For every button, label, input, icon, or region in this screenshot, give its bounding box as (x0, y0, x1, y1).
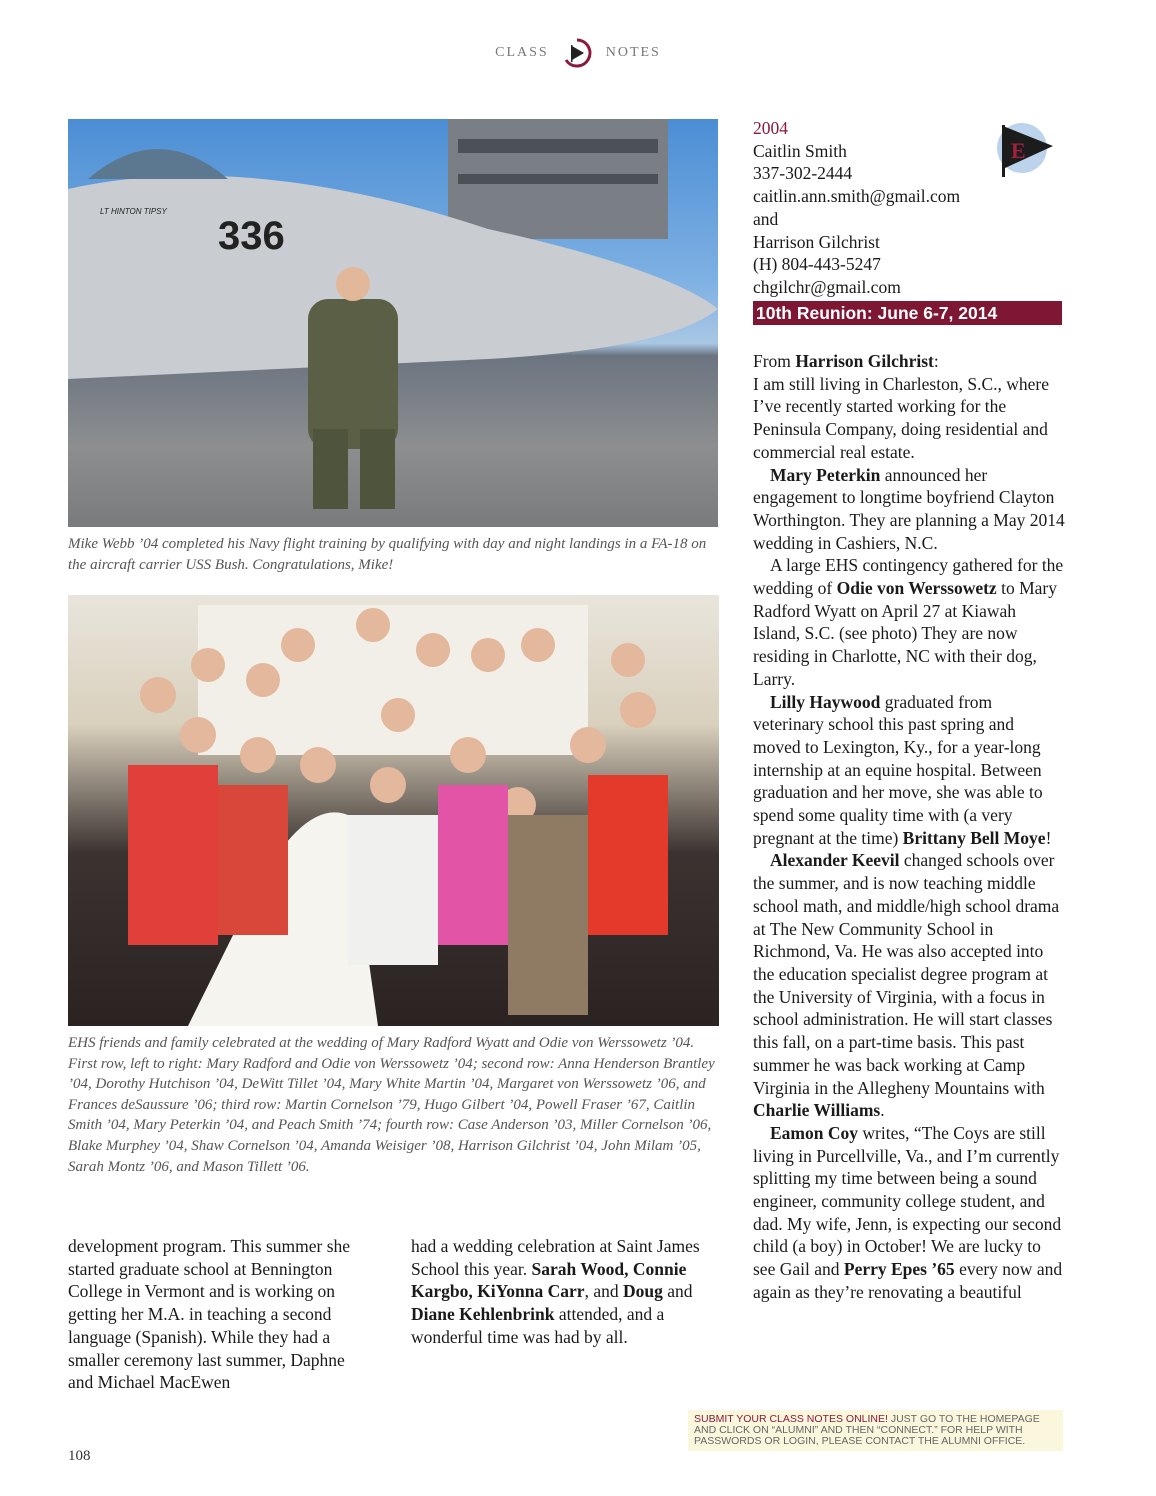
article-column-right (753, 350, 1065, 1304)
text-run: : (933, 351, 939, 371)
name-highlight: Odie von Werssowetz (836, 578, 997, 599)
text-run: writes, “The Coys are still living in Purcellville, Va., and I’m currently splitting my time between being a sound engineer, community college student, and dad. My wife, Jenn, is expecting our second child (a boy) in October! We are lucky to see Gail and (753, 1122, 1062, 1280)
text-run: development program. This summer she started graduate school at Bennington College in Vermont and is working on getting her M.A. in teaching a second language (Spanish). While they had a smaller ceremony last summer, Daphne and Michael MacEwen (68, 1236, 351, 1393)
text-run: I am still living in Charleston, S.C., where I’ve recently started working for the Peninsula Company, doing residential and commercial real estate. (753, 373, 1050, 462)
svg-text:E: E (1011, 138, 1026, 163)
reunion-banner: 10th Reunion: June 6-7, 2014 (753, 301, 1062, 326)
paragraph (753, 373, 1065, 464)
contact-line: (H) 804-443-5247 (753, 254, 881, 275)
class-year: 2004 (753, 118, 788, 138)
text-run: and (662, 1281, 693, 1302)
running-header (0, 38, 1156, 68)
text-run: had a wedding celebration at Saint James School this year. (411, 1236, 700, 1279)
paragraph (753, 350, 1065, 373)
name-highlight: Eamon Coy (770, 1122, 858, 1143)
paragraph (411, 1235, 701, 1349)
paragraph (753, 554, 1065, 690)
article-column-left-2 (411, 1235, 701, 1349)
name-highlight: Diane Kehlenbrink (411, 1304, 555, 1325)
text-run: . (880, 1100, 885, 1121)
photo-navy-jet (68, 119, 718, 527)
contact-email[interactable]: caitlin.ann.smith@gmail.com (753, 186, 961, 207)
text-run: announced her engagement to longtime boyfriend Clayton Worthington. They are planning a May 2014 wedding in Cashiers, N.C. (753, 464, 1065, 553)
contact-line: 337-302-2444 (753, 163, 853, 184)
header-left: CLASS (495, 45, 549, 60)
submit-notes-notice (688, 1410, 1063, 1451)
paragraph (753, 1122, 1065, 1304)
name-highlight: Alexander Keevil (770, 850, 900, 871)
helmet-text: LT HINTON TIPSY (100, 207, 167, 216)
photo-wedding-group (68, 595, 719, 1026)
paragraph (753, 464, 1065, 555)
name-highlight: Perry Epes ’65 (843, 1259, 955, 1280)
submit-notes-text: JUST GO TO THE HOMEPAGE AND CLICK ON “ALUMNI” AND THEN “CONNECT.” FOR HELP WITH PASSWORDS OR LOGIN, PLEASE CONTACT THE ALUMNI OFFICE. (694, 1413, 1040, 1447)
name-highlight: Charlie Williams (753, 1100, 881, 1121)
text-run: ! (1045, 827, 1052, 848)
name-highlight: Lilly Haywood (770, 691, 881, 712)
school-pennant-icon (995, 120, 1057, 180)
text-run: A large EHS contingency gathered for the wedding of (753, 555, 1064, 599)
page-number: 108 (68, 1448, 91, 1464)
text-run: graduated from veterinary school this past spring and moved to Lexington, Ky., for a year-long internship at an equine hospital. Between graduation and her move, she was able to spend some quality time with (a very pregnant at the time) (753, 691, 1043, 848)
contact-line: Caitlin Smith (753, 140, 847, 161)
text-run: changed schools over the summer, and is now teaching middle school math, and middle/high school drama at The New Community School in Richmond, Va. He was also accepted into the education specialist degree program at the University of Virginia, with a focus in school administration. He will start classes this fall, on a part-time basis. This past summer he was back working at Camp Virginia in the Allegheny Mountains with (753, 850, 1060, 1098)
name-highlight: Sarah Wood, Connie Kargbo, KiYonna Carr (411, 1258, 687, 1302)
submit-notes-highlight: SUBMIT YOUR CLASS NOTES ONLINE! (694, 1413, 888, 1425)
text-run: From (753, 351, 796, 371)
text-run: every now and again as they’re renovating a beautiful (753, 1259, 1063, 1302)
contact-line: and (753, 208, 779, 229)
jet-number: 336 (218, 214, 285, 258)
name-highlight: Mary Peterkin (770, 464, 881, 485)
header-right: NOTES (605, 45, 661, 60)
contact-email[interactable]: chgilchr@gmail.com (753, 276, 901, 297)
name-highlight: Doug (622, 1281, 663, 1302)
text-run: to Mary Radford Wyatt on April 27 at Kiawah Island, S.C. (see photo) They are now residing in Charlotte, NC with their dog, Larry. (753, 578, 1057, 689)
paragraph (68, 1235, 373, 1394)
caption-navy-jet: Mike Webb ’04 completed his Navy flight training by qualifying with day and night landings in a FA-18 on the aircraft carrier USS Bush. Congratulations, Mike! (68, 536, 707, 573)
text-run: , and (584, 1281, 623, 1302)
paragraph (753, 691, 1065, 850)
caption-wedding-group: EHS friends and family celebrated at the wedding of Mary Radford Wyatt and Odie von Werssowetz ’04. First row, left to right: Mary Radford and Odie von Werssowetz ’04; second row: Anna Henderson Brantley ’04, Dorothy Hutchison ’04, DeWitt Tillet ’04, Mary White Martin ’04, Margaret von Werssowetz ’06, and Frances deSaussure ’06; third row: Martin Cornelson ’79, Hugo Gilbert ’04, Powell Fraser ’67, Caitlin Smith ’04, Mary Peterkin ’04, and Peach Smith ’74; fourth row: Case Anderson ’03, Miller Cornelson ’06, Blake Murphey ’04, Shaw Cornelson ’04, Amanda Weisiger ’08, Harrison Gilchrist ’04, John Milam ’05, Sarah Montz ’06, and Mason Tillett ’06. (68, 1035, 715, 1175)
text-run: attended, and a wonderful time was had by all. (411, 1304, 665, 1347)
article-column-left-1 (68, 1235, 373, 1394)
paragraph (753, 849, 1065, 1121)
name-highlight: Harrison Gilchrist (795, 351, 934, 371)
pennant-logo-icon (562, 38, 592, 68)
contact-line: Harrison Gilchrist (753, 231, 880, 252)
name-highlight: Brittany Bell Moye (902, 827, 1046, 848)
